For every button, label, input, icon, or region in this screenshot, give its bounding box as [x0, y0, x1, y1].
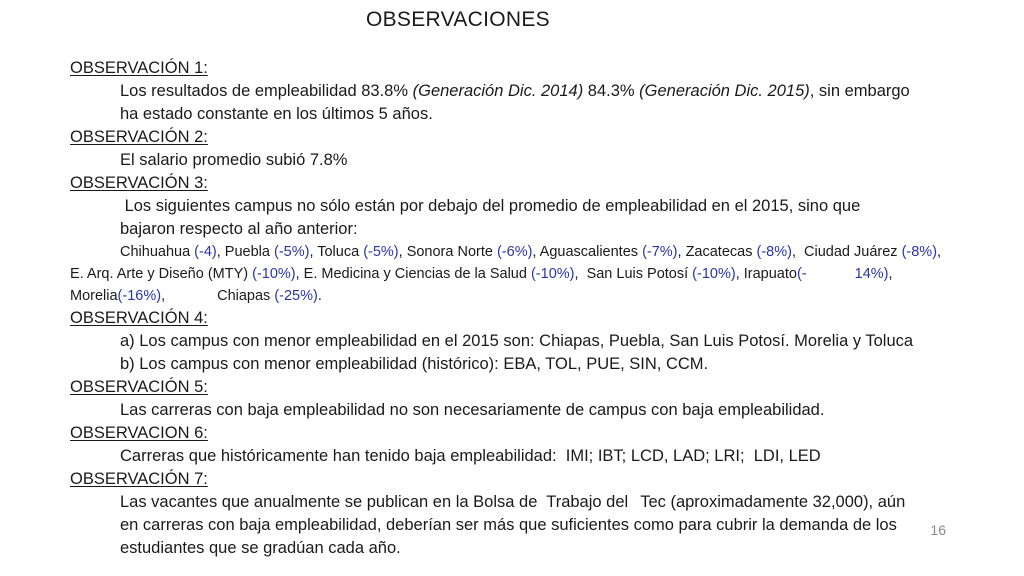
campus-name: , Puebla — [216, 244, 274, 260]
campus-name: , Sonora Norte — [398, 244, 497, 260]
obs1-text-c: , sin embargo — [809, 82, 910, 100]
campus-pct: (-10%) — [692, 266, 736, 282]
campus-name: , — [161, 288, 166, 304]
campus-pct: (-16%) — [117, 288, 162, 304]
campus-name: , E. Medicina y Ciencias de la Salud — [295, 266, 531, 282]
observation-2-heading: OBSERVACIÓN 2: — [70, 128, 208, 146]
observation-7-heading: OBSERVACIÓN 7: — [70, 470, 208, 488]
campus-name: Morelia — [70, 288, 118, 304]
campus-pct: 14%) — [854, 266, 889, 282]
observation-3-text-line2: bajaron respecto al año anterior: — [120, 220, 358, 238]
campus-name: , — [937, 244, 942, 260]
campus-pct: (-8%) — [756, 244, 792, 260]
observation-1-text-line2: ha estado constante en los últimos 5 años. — [120, 105, 433, 123]
observation-1-heading: OBSERVACIÓN 1: — [70, 59, 208, 77]
campus-list-line-3 — [70, 285, 1000, 307]
campus-name: , Toluca — [309, 244, 364, 260]
campus-pct: (-25%) — [274, 288, 318, 304]
obs7-text-b: Tec (aproximadamente 32,000), aún — [640, 493, 906, 511]
observation-5-heading: OBSERVACIÓN 5: — [70, 378, 208, 396]
obs7-text-a: Las vacantes que anualmente se publican en la Bolsa de Trabajo del — [120, 493, 629, 511]
campus-name: , San Luis Potosí — [574, 266, 693, 282]
observation-7-text-line2: en carreras con baja empleabilidad, deberían ser más que suficientes como para cubrir la demanda de los — [120, 516, 897, 534]
observation-7-text — [70, 491, 1000, 514]
campus-pct: (-5%) — [363, 244, 399, 260]
obs1-italic-2015: (Generación Dic. 2015) — [639, 82, 810, 100]
campus-pct: (-8%) — [901, 244, 938, 260]
observation-2-text: El salario promedio subió 7.8% — [120, 151, 348, 169]
campus-name: Chihuahua — [120, 244, 195, 260]
observation-4-item-b: b) Los campus con menor empleabilidad (histórico): EBA, TOL, PUE, SIN, CCM. — [120, 355, 709, 373]
observation-4-heading: OBSERVACIÓN 4: — [70, 309, 208, 327]
campus-name: , Zacatecas — [677, 244, 757, 260]
campus-pct: (-5%) — [273, 244, 310, 260]
campus-name: , Irapuato — [735, 266, 797, 282]
campus-name: Chiapas — [217, 288, 275, 304]
observation-7-text-line3: estudiantes que se gradúan cada año. — [120, 539, 401, 557]
campus-pct: (-10%) — [530, 266, 575, 282]
observation-3-text: Los siguientes campus no sólo están por debajo del promedio de empleabilidad en el 2015, sino que — [120, 197, 861, 215]
observations-body — [70, 57, 1000, 560]
campus-pct: (-6%) — [496, 244, 533, 260]
page-number: 16 — [930, 522, 946, 538]
campus-list — [70, 241, 1000, 307]
observation-5-text: Las carreras con baja empleabilidad no son necesariamente de campus con baja empleabilidad. — [120, 401, 825, 419]
observation-3-heading: OBSERVACIÓN 3: — [70, 174, 208, 192]
campus-list-line-1 — [70, 241, 1000, 263]
observation-1-text — [70, 80, 1000, 103]
campus-name: E. Arq. Arte y Diseño (MTY) — [70, 266, 253, 282]
campus-pct: (-4) — [194, 244, 217, 260]
observation-6-text: Carreras que históricamente han tenido baja empleabilidad: IMI; IBT; LCD, LAD; LRI; LDI, LED — [120, 447, 821, 465]
observation-6-heading: OBSERVACION 6: — [70, 424, 208, 442]
campus-list-line-2 — [70, 263, 1000, 285]
observation-4-item-a: a) Los campus con menor empleabilidad en el 2015 son: Chiapas, Puebla, San Luis Potosí. Morelia y Toluca — [120, 332, 914, 350]
campus-name: , — [888, 266, 893, 282]
slide-title: OBSERVACIONES — [365, 8, 550, 31]
campus-pct: (-7%) — [642, 244, 678, 260]
campus-name: , Ciudad Juárez — [791, 244, 902, 260]
campus-name: . — [317, 288, 322, 304]
obs1-text-b: 84.3% — [583, 82, 640, 100]
obs1-text-a: Los resultados de empleabilidad 83.8% — [120, 82, 413, 100]
campus-name: , Aguascalientes — [532, 244, 643, 260]
campus-pct: (- — [796, 266, 807, 282]
obs1-italic-2014: (Generación Dic. 2014) — [412, 82, 584, 100]
campus-pct: (-10%) — [252, 266, 296, 282]
